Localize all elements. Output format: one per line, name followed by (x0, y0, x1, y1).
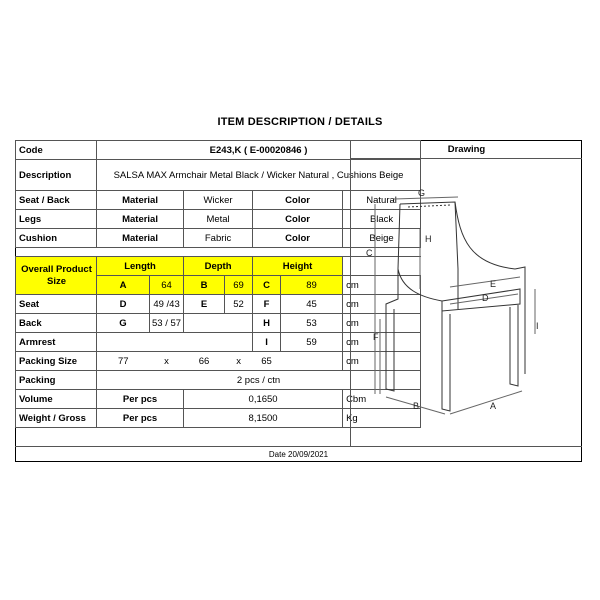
description-label: Description (16, 160, 97, 191)
height-header: Height (253, 257, 343, 276)
unit-cm: cm (343, 352, 421, 371)
back-label: Back (16, 314, 97, 333)
drawing-letter-d: D (482, 293, 489, 303)
drawing-letter-c: C (366, 248, 373, 258)
dim-value-d: 49 /43 (150, 295, 184, 314)
dim-letter-i: I (253, 333, 281, 352)
dim-value-i: 59 (281, 333, 343, 352)
code-value: E243,K ( E-00020846 ) (97, 141, 421, 160)
packing-size-length: 77 (97, 352, 150, 371)
color-value: Black (343, 210, 421, 229)
material-header: Material (97, 210, 184, 229)
code-label: Code (16, 141, 97, 160)
unit-cm: cm (343, 314, 421, 333)
material-part-label: Seat / Back (16, 191, 97, 210)
packing-size-times: x (225, 352, 253, 371)
color-header: Color (253, 210, 343, 229)
dim-letter-d: D (97, 295, 150, 314)
dim-letter-h: H (253, 314, 281, 333)
volume-per-pcs: Per pcs (97, 390, 184, 409)
color-header: Color (253, 191, 343, 210)
packing-size-height: 65 (253, 352, 281, 371)
drawing-letter-a: A (490, 401, 497, 411)
packing-label: Packing (16, 371, 97, 390)
unit-cm: cm (343, 333, 421, 352)
page-heading: ITEM DESCRIPTION / DETAILS (217, 116, 383, 128)
length-header: Length (97, 257, 184, 276)
dim-value-c: 89 (281, 276, 343, 295)
dim-value-e: 52 (225, 295, 253, 314)
drawing-letter-b: B (413, 401, 420, 411)
color-value: Natural (343, 191, 421, 210)
weight-value: 8,1500 (184, 409, 343, 428)
drawing-letter-f: F (373, 332, 379, 342)
color-value: Beige (343, 229, 421, 248)
packing-size-depth: 66 (184, 352, 225, 371)
dim-letter-b: B (184, 276, 225, 295)
chair-drawing (350, 159, 582, 446)
packing-value: 2 pcs / ctn (97, 371, 421, 390)
material-value: Wicker (184, 191, 253, 210)
drawing-letter-g: G (418, 188, 426, 198)
armrest-label: Armrest (16, 333, 97, 352)
drawing-header: Drawing (350, 140, 582, 159)
weight-unit: Kg (343, 409, 421, 428)
material-header: Material (97, 191, 184, 210)
packing-size-label: Packing Size (16, 352, 97, 371)
dim-letter-a: A (97, 276, 150, 295)
material-value: Metal (184, 210, 253, 229)
dim-letter-e: E (184, 295, 225, 314)
weight-per-pcs: Per pcs (97, 409, 184, 428)
description-value: SALSA MAX Armchair Metal Black / Wicker Natural , Cushions Beige (97, 160, 421, 191)
dim-value-f: 45 (281, 295, 343, 314)
date-footer: Date 20/09/2021 (15, 446, 582, 462)
seat-label: Seat (16, 295, 97, 314)
volume-value: 0,1650 (184, 390, 343, 409)
dim-value-h: 53 (281, 314, 343, 333)
dim-letter-c: C (253, 276, 281, 295)
unit-cm: cm (343, 276, 421, 295)
material-header: Material (97, 229, 184, 248)
volume-unit: Cbm (343, 390, 421, 409)
material-value: Fabric (184, 229, 253, 248)
weight-label: Weight / Gross (16, 409, 97, 428)
overall-size-label: Overall Product Size (16, 257, 97, 295)
dim-value-b: 69 (225, 276, 253, 295)
unit-cm: cm (343, 295, 421, 314)
drawing-letter-e: E (490, 279, 497, 289)
chair-back-left (400, 202, 458, 309)
volume-label: Volume (16, 390, 97, 409)
material-part-label: Cushion (16, 229, 97, 248)
material-part-label: Legs (16, 210, 97, 229)
dim-letter-f: F (253, 295, 281, 314)
packing-size-times: x (150, 352, 184, 371)
drawing-letter-h: H (425, 234, 432, 244)
color-header: Color (253, 229, 343, 248)
dim-value-g: 53 / 57 (150, 314, 184, 333)
depth-header: Depth (184, 257, 253, 276)
drawing-letter-i: I (536, 321, 539, 331)
dim-value-a: 64 (150, 276, 184, 295)
dim-letter-g: G (97, 314, 150, 333)
